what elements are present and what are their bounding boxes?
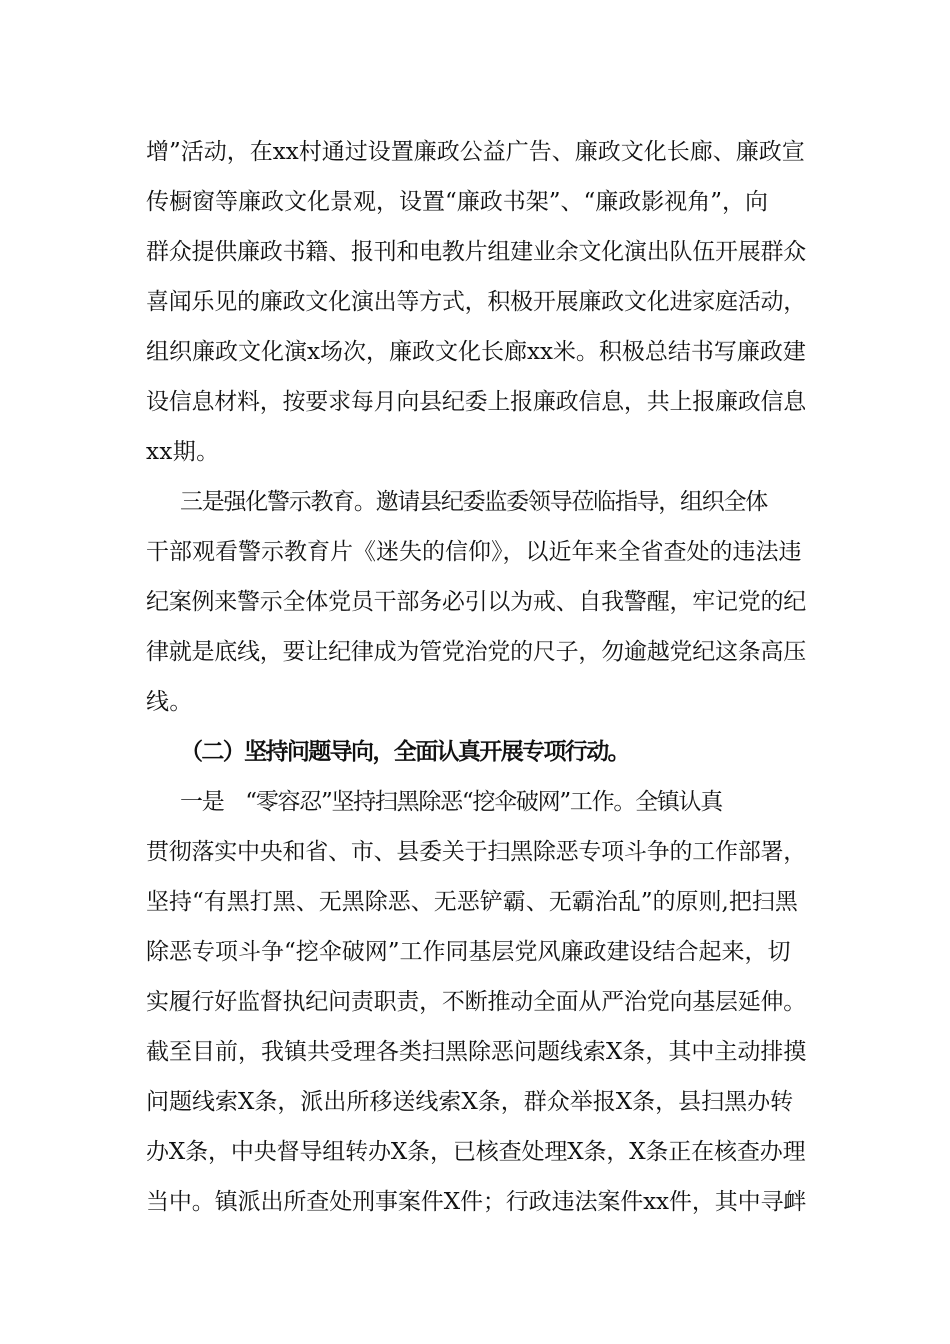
text-line: 三是强化警示教育。邀请县纪委监委领导莅临指导，组织全体 <box>180 489 768 515</box>
text-line: 线。 <box>146 689 193 715</box>
text-line: 实履行好监督执纪问责职责，不断推动全面从严治党向基层延伸。 <box>146 989 806 1015</box>
text-line: 增”活动，在xx村通过设置廉政公益广告、廉政文化长廊、廉政宣 <box>146 139 805 165</box>
text-line: 办X条，中央督导组转办X条，已核查处理X条，X条正在核查办理 <box>146 1139 806 1165</box>
text-line: 群众提供廉政书籍、报刊和电教片组建业余文化演出队伍开展群众 <box>146 239 806 265</box>
text-line: 当中。镇派出所查处刑事案件X件；行政违法案件xx件，其中寻衅 <box>146 1189 807 1215</box>
text-line: xx期。 <box>146 439 220 465</box>
text-line: 一是 “零容忍”坚持扫黑除恶“挖伞破网”工作。全镇认真 <box>180 789 723 815</box>
section-heading: （二）坚持问题导向，全面认真开展专项行动。 <box>180 738 630 765</box>
text-line: 坚持“有黑打黑、无黑除恶、无恶铲霸、无霸治乱”的原则,把扫黑 <box>146 889 798 915</box>
text-line: 传橱窗等廉政文化景观，设置“廉政书架”、“廉政影视角”，向 <box>146 189 769 215</box>
text-line: 问题线索X条，派出所移送线索X条，群众举报X条，县扫黑办转 <box>146 1089 794 1115</box>
text-line: 除恶专项斗争“挖伞破网”工作同基层党风廉政建设结合起来，切 <box>146 939 791 965</box>
text-line: 喜闻乐见的廉政文化演出等方式，积极开展廉政文化进家庭活动， <box>146 289 806 315</box>
text-line: 纪案例来警示全体党员干部务必引以为戒、自我警醒，牢记党的纪 <box>146 589 806 615</box>
text-line: 干部观看警示教育片《迷失的信仰》，以近年来全省查处的违法违 <box>146 539 802 565</box>
text-line: 贯彻落实中央和省、市、县委关于扫黑除恶专项斗争的工作部署， <box>146 839 806 865</box>
text-line: 截至目前，我镇共受理各类扫黑除恶问题线索X条，其中主动排摸 <box>146 1039 807 1065</box>
text-line: 律就是底线，要让纪律成为管党治党的尺子，勿逾越党纪这条高压 <box>146 639 806 665</box>
text-line: 设信息材料，按要求每月向县纪委上报廉政信息，共上报廉政信息 <box>146 389 806 415</box>
text-line: 组织廉政文化演x场次，廉政文化长廊xx米。积极总结书写廉政建 <box>146 339 806 365</box>
